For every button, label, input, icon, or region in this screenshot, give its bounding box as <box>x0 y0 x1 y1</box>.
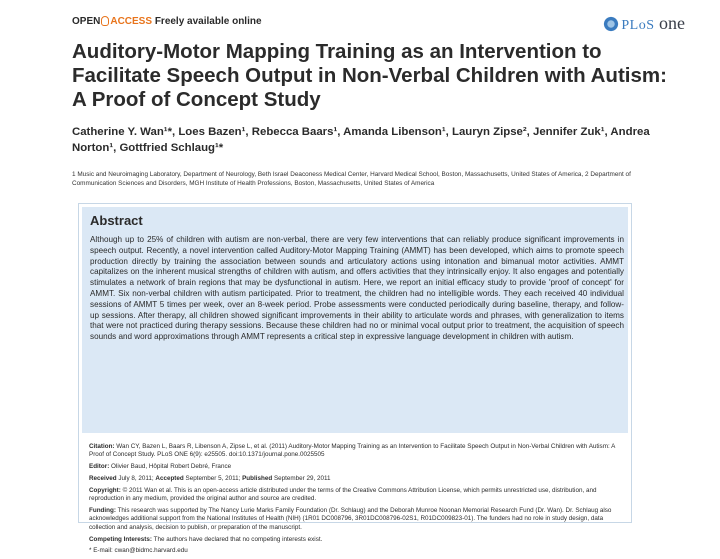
open-lock-icon <box>101 16 109 26</box>
affiliations: 1 Music and Neuroimaging Laboratory, Department of Neurology, Beth Israel Deaconess Medical Center, Harvard Medical School, Boston, Massachusetts, United States of America, 2 Department of Communication Sciences and Disorders, MGH Institute of Health Professions, Boston, Massachusetts, United States of America <box>72 171 631 187</box>
accepted-date: September 5, 2011; <box>185 475 241 482</box>
author-list: Catherine Y. Wan¹*, Loes Bazen¹, Rebecca Baars¹, Amanda Libenson¹, Lauryn Zipse², Jennifer Zuk¹, Andrea Norton¹, Gottfried Schlaug¹* <box>72 126 650 154</box>
citation <box>89 443 623 460</box>
oa-open-text: OPEN <box>72 16 101 27</box>
competing-text: The authors have declared that no competing interests exist. <box>153 535 323 543</box>
abstract-panel <box>78 203 632 555</box>
competing-label: Competing Interests: <box>89 535 152 543</box>
received-label: Received <box>89 475 117 482</box>
funding-label: Funding: <box>89 507 116 514</box>
copyright <box>89 487 623 504</box>
abstract-heading: Abstract <box>90 213 143 228</box>
logo-plos-text: PLoS <box>621 18 655 33</box>
abstract-section <box>82 207 628 433</box>
contact-email[interactable]: * E-mail: cwan@bidmc.harvard.edu <box>89 547 188 555</box>
plos-one-logo <box>603 13 685 34</box>
funding <box>89 507 623 532</box>
published-label: Published <box>242 475 273 482</box>
dates <box>89 475 623 483</box>
editor-label: Editor: <box>89 463 110 471</box>
citation-text: Wan CY, Bazen L, Baars R, Libenson A, Zipse L, et al. (2011) Auditory-Motor Mapping Training as an Intervention to Facilitate Speech Output in Non-Verbal Children with Autism: A Proof of Concept Study. PLoS ONE 6(9): e25505. doi:10.1371/journal.pone.0025505 <box>89 443 615 459</box>
copyright-text: © 2011 Wan et al. This is an open-access article distributed under the terms of the Creative Commons Attribution License, which permits unrestricted use, distribution, and reproduction in any medium, provided the original author and source are credited. <box>89 486 597 503</box>
editor-text: Olivier Baud, Hôpital Robert Debré, France <box>111 463 232 471</box>
plos-logo-icon <box>603 16 619 32</box>
editor <box>89 463 623 471</box>
article-metadata <box>89 443 623 559</box>
journal-header <box>72 13 685 41</box>
open-access-badge <box>72 16 262 27</box>
oa-access-text: ACCESS <box>110 16 153 27</box>
received-date: July 8, 2011; <box>118 475 154 482</box>
oa-tagline: Freely available online <box>154 16 262 27</box>
abstract-text: Although up to 25% of children with autism are non-verbal, there are very few interventions that can reliably produce significant improvements in speech output. Recently, a novel intervention called Auditory-Motor Mapping Training (AMMT) has been developed, which aims to promote speech production directly by training the association between sounds and articulatory actions using intonation and bimanual motor activities. AMMT capitalizes on the inherent musical strengths of children with autism, and offers activities that they intrinsically enjoy. It also engages and potentially stimulates a network of brain regions that may be dysfunctional in autism. Here, we report an initial efficacy study to provide 'proof of concept' for AMMT. Six non-verbal children with autism participated. Prior to treatment, the children had no intelligible words. They each received 40 individual sessions of AMMT 5 times per week, over an 8-week period. Probe assessments were conducted periodically during baseline, therapy, and follow-up sessions. After therapy, all children showed significant improvements in their ability to articulate words and phrases, with generalization to items that were not practiced during therapy sessions. Because these children had no or minimal vocal output prior to treatment, the acquisition of speech sounds and word approximations through AMMT represents a critical step in expressive language development in children with autism. <box>90 235 624 342</box>
accepted-label: Accepted <box>155 475 184 482</box>
funding-text: This research was supported by The Nancy Lurie Marks Family Foundation (Dr. Schlaug) and the Deborah Munroe Noonan Memorial Research Fund (Dr. Wan). Dr. Schlaug also acknowledges additional support from the National Institutes of Health (NIH) (1R01 DC008796, 3R01DC008796-02S1, R01DC009823-01). The funders had no role in study design, data collection and analysis, decision to publish, or preparation of the manuscript. <box>89 507 612 531</box>
logo-one-text: one <box>659 13 685 33</box>
article-title: Auditory-Motor Mapping Training as an Intervention to Facilitate Speech Output in Non-Verbal Children with Autism: A Proof of Concept Study <box>72 40 667 111</box>
copyright-label: Copyright: <box>89 486 121 494</box>
published-date: September 29, 2011 <box>273 475 331 482</box>
citation-label: Citation: <box>89 443 115 450</box>
